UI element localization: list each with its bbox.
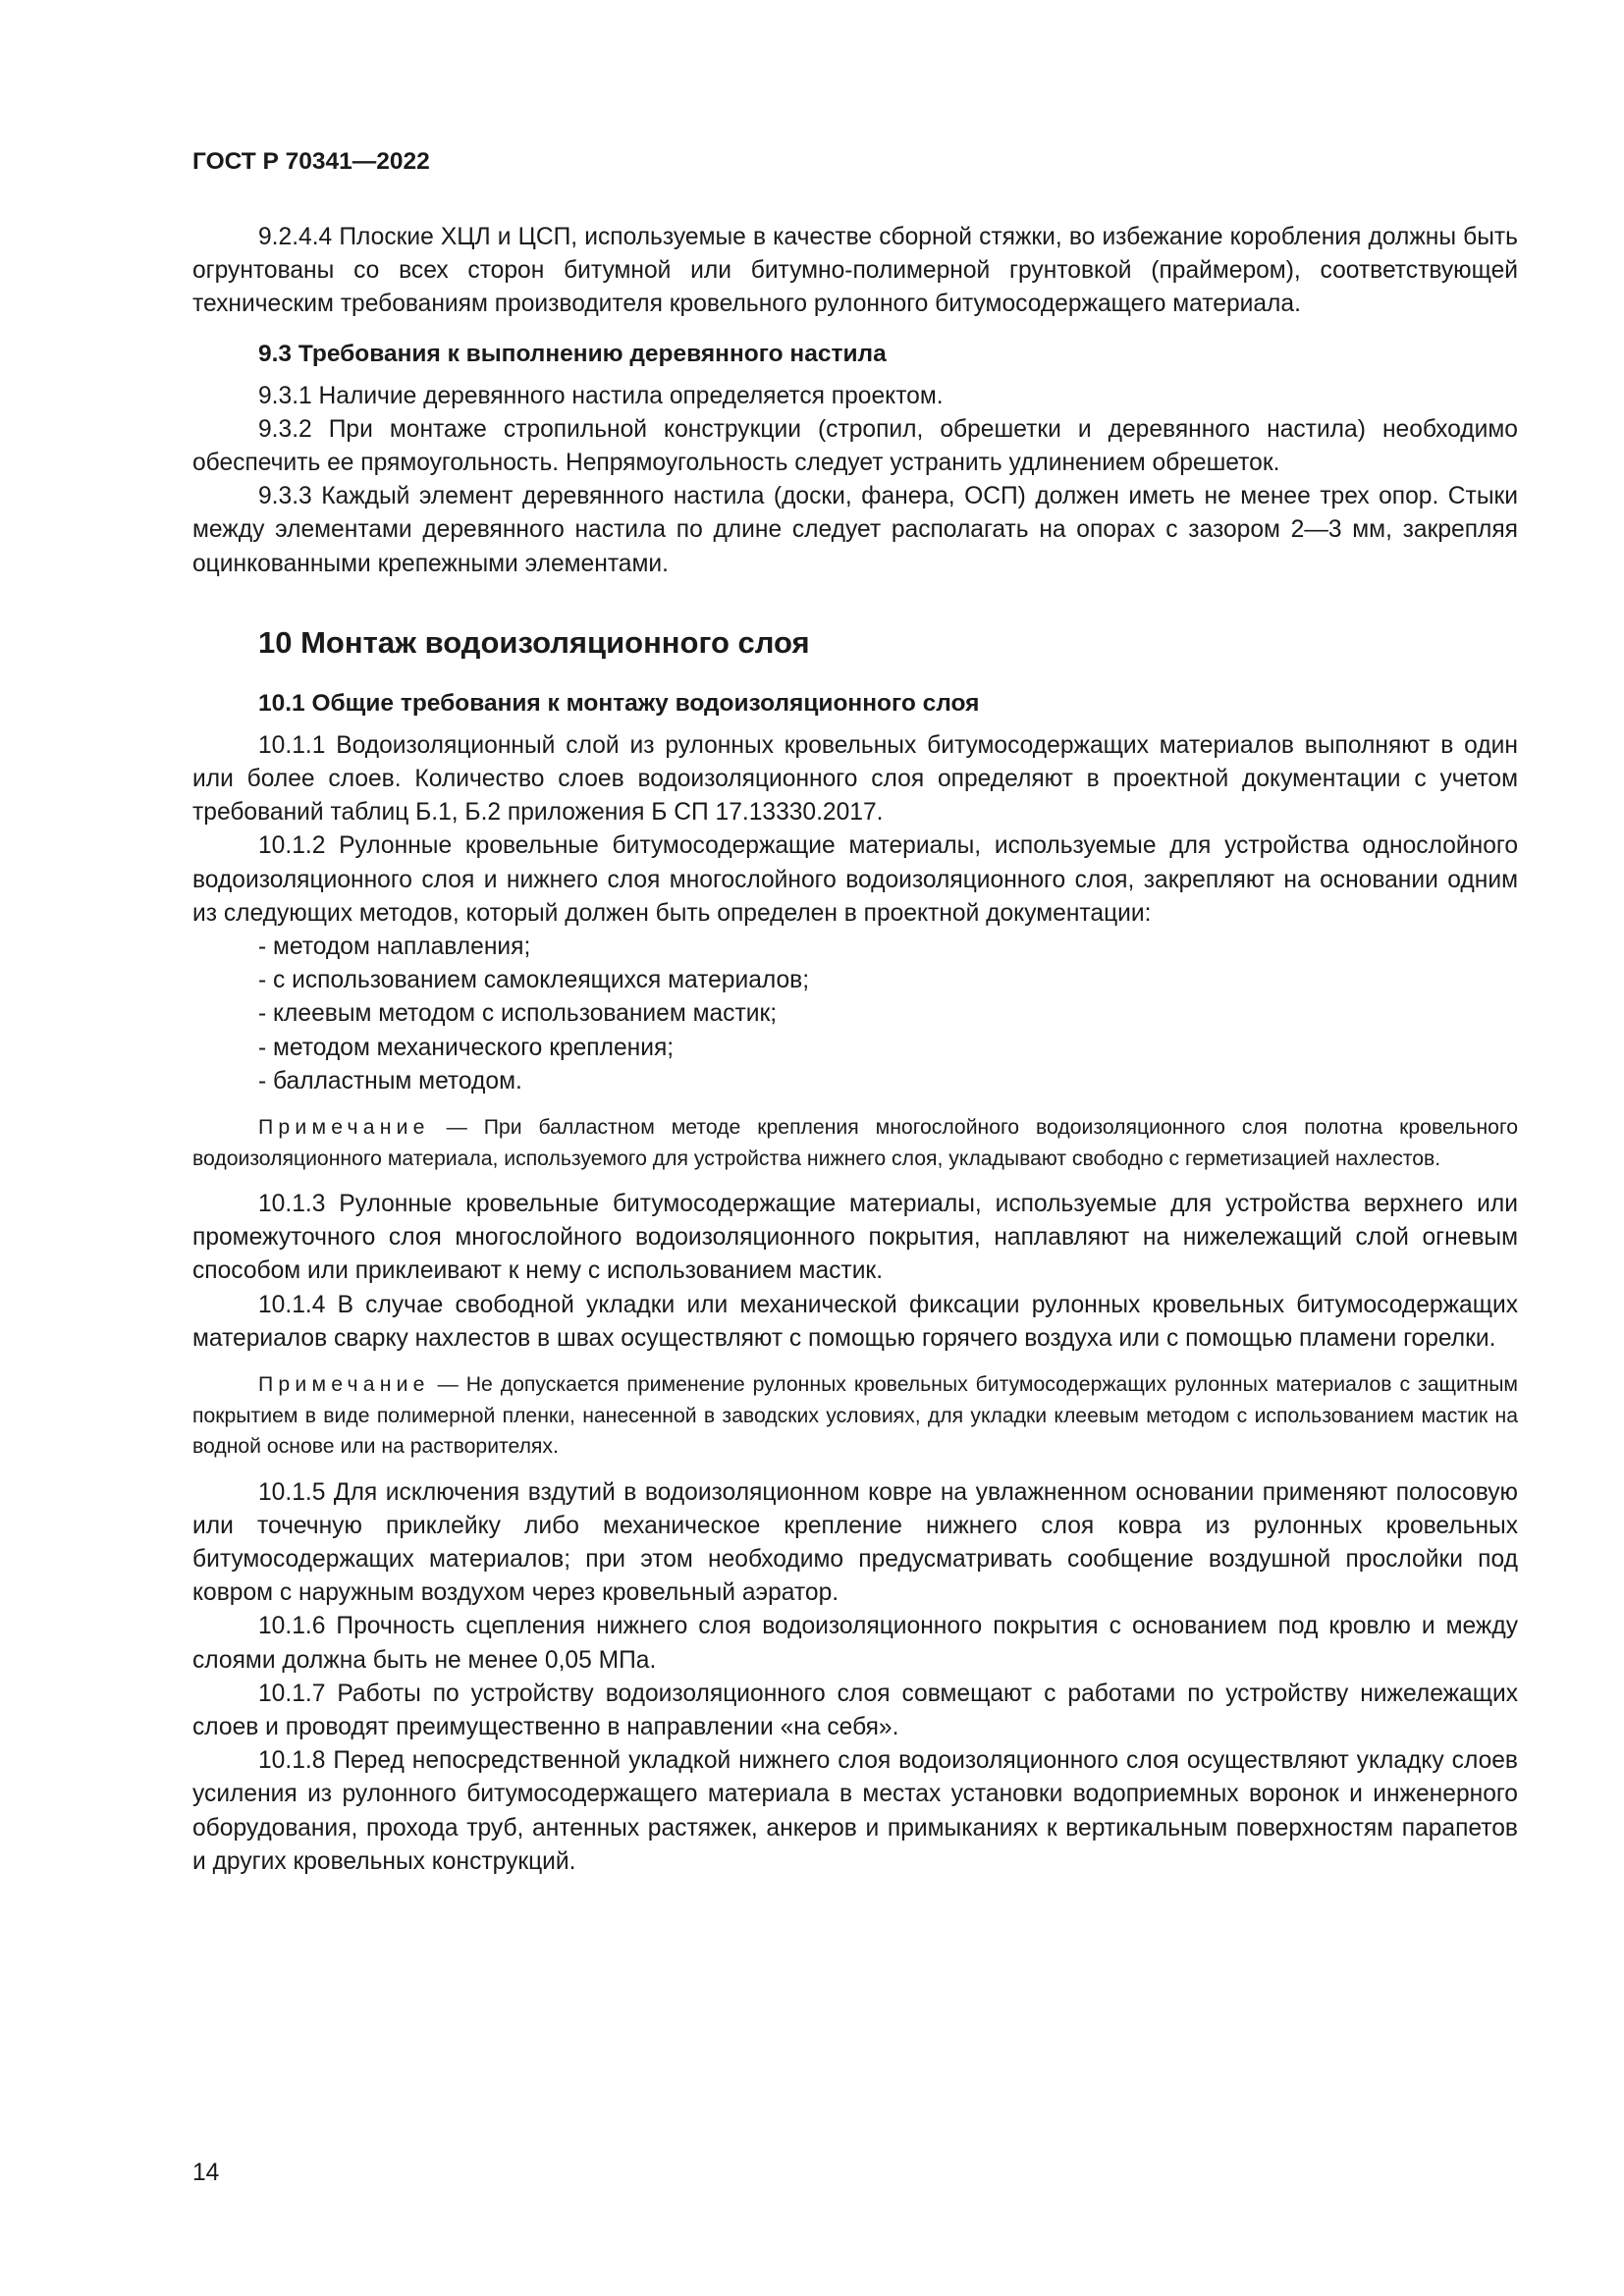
list-item: - клеевым методом с использованием мастик;: [258, 1000, 778, 1028]
paragraph-9-3-2: 9.3.2 При монтаже стропильной конструкции (стропил, обрешетки и деревянного настила) необходимо обеспечить ее прямоугольность. Непрямоугольность следует устранить удлинением обрешеток.: [192, 415, 1518, 477]
paragraph-9-3-3: 9.3.3 Каждый элемент деревянного настила (доски, фанера, ОСП) должен иметь не менее трех опор. Стыки между элементами деревянного настила по длине следует располагать на опорах с зазором 2—3 мм, закрепляя оцинкованными крепежными элементами.: [192, 483, 1518, 577]
note-label: Примечание: [258, 1373, 430, 1397]
document-header: ГОСТ Р 70341—2022: [192, 148, 430, 175]
list-item: - балластным методом.: [258, 1067, 522, 1095]
paragraph-9-2-4-4: 9.2.4.4 Плоские ХЦЛ и ЦСП, используемые в качестве сборной стяжки, во избежание коробления должны быть огрунтованы со всех сторон битумной или битумно-полимерной грунтовкой (праймером), соответствующей техническим требованиям производителя кровельного рулонного битумосодержащего материала.: [192, 224, 1518, 318]
paragraph-10-1-5: 10.1.5 Для исключения вздутий в водоизоляционном ковре на увлажненном основании применяют полосовую или точечную приклейку либо механическое крепление нижнего слоя ковра из рулонных кровельных битумосодержащих материалов; при этом необходимо предусматривать сообщение воздушной прослойки под ковром с наружным воздухом через кровельный аэратор.: [192, 1478, 1518, 1607]
note-2-text: — Не допускается применение рулонных кровельных битумосодержащих рулонных материалов с защитным покрытием в виде полимерной пленки, нанесенной в заводских условиях, для укладки клеевым методом с использованием мастик на водной основе или на растворителях.: [192, 1373, 1518, 1459]
paragraph-10-1-4: 10.1.4 В случае свободной укладки или механической фиксации рулонных кровельных битумосодержащих материалов сварку нахлестов в швах осуществляют с помощью горячего воздуха или с помощью пламени горелки.: [192, 1291, 1518, 1352]
paragraph-9-3-1: 9.3.1 Наличие деревянного настила определяется проектом.: [258, 382, 944, 409]
note-1-text: — При балластном методе крепления многослойного водоизоляционного слоя полотна кровельного водоизоляционного материала, используемого для устройства нижнего слоя, укладывают свободно с герметизацией нахлестов.: [192, 1116, 1518, 1170]
paragraph-10-1-2: 10.1.2 Рулонные кровельные битумосодержащие материалы, используемые для устройства однослойного водоизоляционного слоя и нижнего слоя многослойного водоизоляционного слоя, закрепляют на основании одним из следующих методов, который должен быть определен в проектной документации:: [192, 832, 1518, 927]
document-page: [192, 145, 1518, 1879]
note-label: Примечание: [258, 1116, 430, 1140]
page-number: 14: [192, 2160, 220, 2186]
note-1: [192, 1112, 1518, 1174]
methods-list: [192, 931, 1518, 1098]
paragraph-10-1-3: 10.1.3 Рулонные кровельные битумосодержащие материалы, используемые для устройства верхнего или промежуточного слоя многослойного водоизоляционного покрытия, наплавляют на нижележащий слой огневым способом или приклеивают к нему с использованием мастик.: [192, 1191, 1518, 1285]
paragraph-10-1-6: 10.1.6 Прочность сцепления нижнего слоя водоизоляционного покрытия с основанием под кровлю и между слоями должна быть не менее 0,05 МПа.: [192, 1613, 1518, 1674]
paragraph-10-1-8: 10.1.8 Перед непосредственной укладкой нижнего слоя водоизоляционного слоя осуществляют укладку слоев усиления из рулонного битумосодержащего материала в местах установки водоприемных воронок и инженерного оборудования, прохода труб, антенных растяжек, анкеров и примыканиях к вертикальным поверхностям парапетов и других кровельных конструкций.: [192, 1747, 1518, 1875]
heading-10: 10 Монтаж водоизоляционного слоя: [258, 624, 810, 660]
paragraph-10-1-1: 10.1.1 Водоизоляционный слой из рулонных кровельных битумосодержащих материалов выполняют в один или более слоев. Количество слоев водоизоляционного слоя определяют в проектной документации с учетом требований таблиц Б.1, Б.2 приложения Б СП 17.13330.2017.: [192, 731, 1518, 827]
list-item: - с использованием самоклеящихся материалов;: [258, 967, 810, 994]
note-2: [192, 1369, 1518, 1463]
list-item: - методом наплавления;: [258, 934, 531, 961]
paragraph-10-1-7: 10.1.7 Работы по устройству водоизоляционного слоя совмещают с работами по устройству нижележащих слоев и проводят преимущественно в направлении «на себя».: [192, 1680, 1518, 1740]
heading-10-1: 10.1 Общие требования к монтажу водоизоляционного слоя: [258, 689, 980, 717]
heading-9-3: 9.3 Требования к выполнению деревянного настила: [258, 340, 887, 367]
list-item: - методом механического крепления;: [258, 1034, 675, 1061]
